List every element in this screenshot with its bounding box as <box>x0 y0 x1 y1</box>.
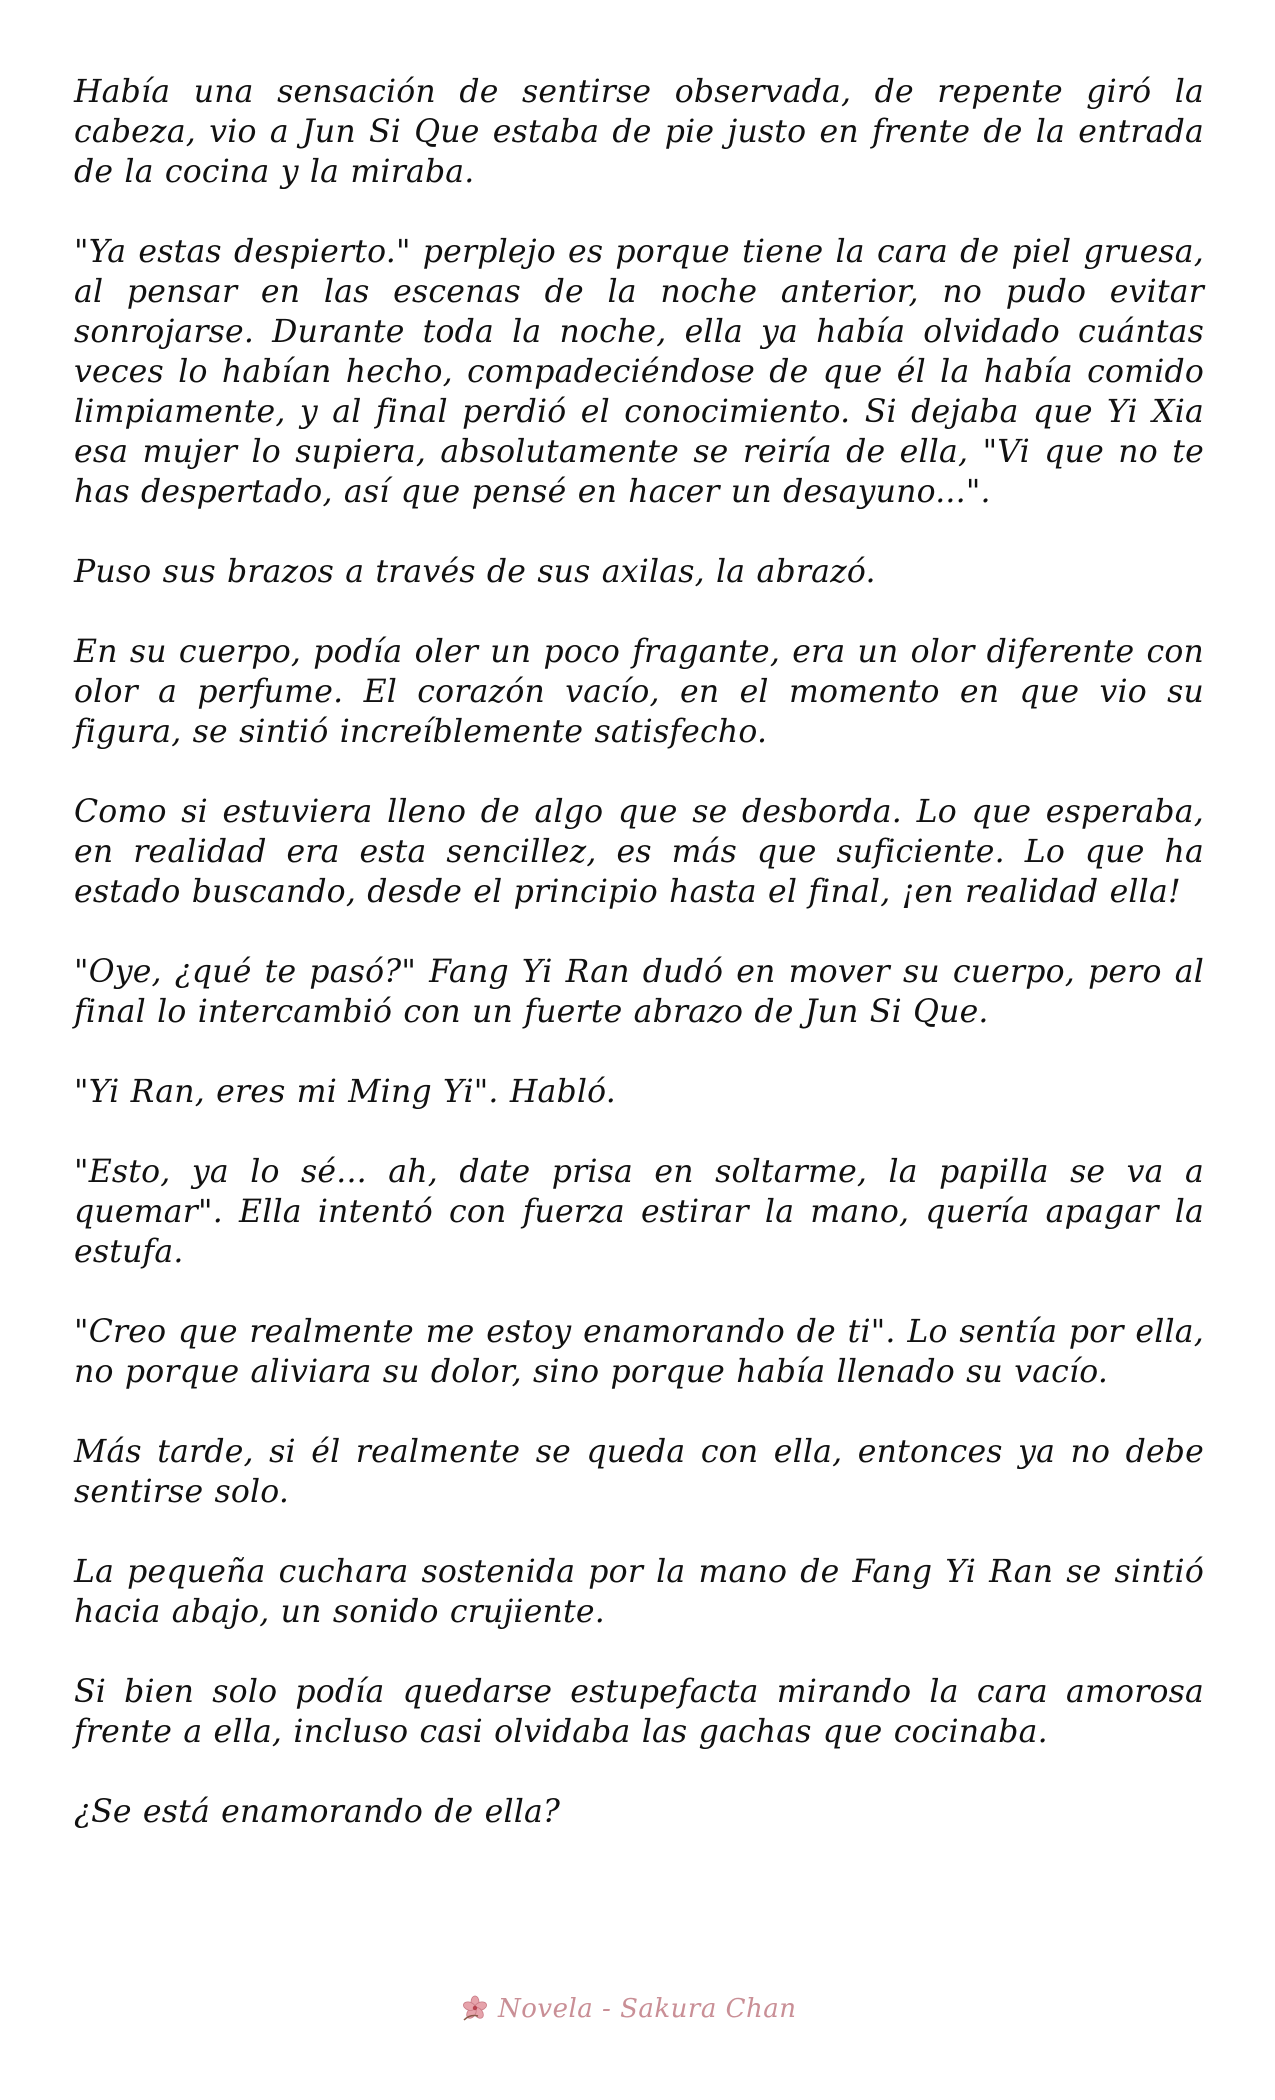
paragraph-4: En su cuerpo, podía oler un poco fragante, era un olor diferente con olor a perfume. El corazón vacío, en el momento en que vio su figura, se sintió increíblemente satisfecho. <box>74 634 1204 750</box>
paragraph-6: "Oye, ¿qué te pasó?" Fang Yi Ran dudó en mover su cuerpo, pero al final lo intercambió con un fuerte abrazo de Jun Si Que. <box>74 954 1204 1030</box>
paragraph-3: Puso sus brazos a través de sus axilas, la abrazó. <box>74 554 876 590</box>
paragraph-10: Más tarde, si él realmente se queda con ella, entonces ya no debe sentirse solo. <box>74 1434 1204 1510</box>
paragraph-5: Como si estuviera lleno de algo que se desborda. Lo que esperaba, en realidad era esta sencillez, es más que suficiente. Lo que ha estado buscando, desde el principio hasta el final, ¡en realidad ella! <box>74 794 1204 910</box>
sakura-flower-icon <box>458 1994 492 2024</box>
paragraph-1: Había una sensación de sentirse observada, de repente giró la cabeza, vio a Jun Si Que estaba de pie justo en frente de la entrada de la cocina y la miraba. <box>74 74 1204 190</box>
watermark <box>458 1994 797 2024</box>
paragraph-7: "Yi Ran, eres mi Ming Yi". Habló. <box>74 1074 616 1110</box>
watermark-text: Novela - Sakura Chan <box>498 1994 797 2024</box>
paragraph-8: "Esto, ya lo sé... ah, date prisa en soltarme, la papilla se va a quemar". Ella intentó con fuerza estirar la mano, quería apagar la estufa. <box>74 1154 1204 1270</box>
paragraph-12: Si bien solo podía quedarse estupefacta mirando la cara amorosa frente a ella, incluso casi olvidaba las gachas que cocinaba. <box>74 1674 1204 1750</box>
paragraph-13: ¿Se está enamorando de ella? <box>74 1794 561 1830</box>
document-body <box>74 72 1204 1872</box>
paragraph-9: "Creo que realmente me estoy enamorando de ti". Lo sentía por ella, no porque aliviara su dolor, sino porque había llenado su vacío. <box>74 1314 1204 1390</box>
paragraph-11: La pequeña cuchara sostenida por la mano de Fang Yi Ran se sintió hacia abajo, un sonido crujiente. <box>74 1554 1204 1630</box>
paragraph-2: "Ya estas despierto." perplejo es porque tiene la cara de piel gruesa, al pensar en las escenas de la noche anterior, no pudo evitar sonrojarse. Durante toda la noche, ella ya había olvidado cuántas veces lo habían hecho, compadeciéndose de que él la había comido limpiamente, y al final perdió el conocimiento. Si dejaba que Yi Xia esa mujer lo supiera, absolutamente se reiría de ella, "Vi que no te has despertado, así que pensé en hacer un desayuno...". <box>74 234 1204 510</box>
